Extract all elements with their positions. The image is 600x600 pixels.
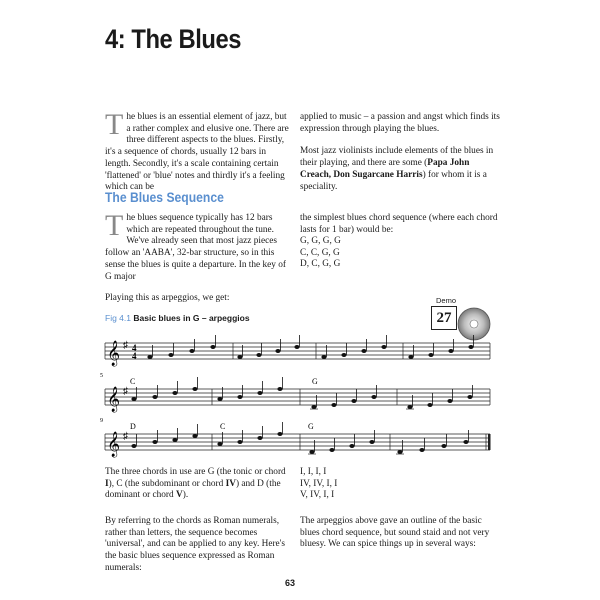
staff-system-1 bbox=[105, 335, 490, 366]
key-signature-sharp: ♯ bbox=[123, 431, 128, 442]
page-number: 63 bbox=[285, 578, 296, 588]
sequence-left-paragraph bbox=[105, 209, 290, 283]
treble-clef-icon: 𝄞 bbox=[107, 340, 121, 365]
staff-system-2 bbox=[100, 373, 490, 412]
intro-right-p2: Most jazz violinists include elements of the blues in their playing, and there are some (Papa John Creach, Don Sugarcane Harris) for whom it is a speciality. bbox=[300, 146, 494, 192]
chord-line: D, C, G, G bbox=[300, 259, 341, 270]
roman-line: IV, IV, I, I bbox=[300, 478, 338, 489]
staff-system-3 bbox=[100, 418, 491, 457]
time-signature-top: 4 bbox=[132, 343, 137, 353]
demo-label: Demo bbox=[436, 296, 457, 305]
chord-symbol: C bbox=[130, 377, 136, 386]
sequence-right-paragraph bbox=[300, 213, 500, 271]
intro-right-p1: applied to music – a passion and angst which finds its expression through playing the blues. bbox=[300, 112, 500, 134]
chord-roles-paragraph: The three chords in use are G (the tonic or chord I), C (the subdominant or chord IV) and D (the dominant or chord V). bbox=[105, 467, 286, 501]
intro-right-paragraph bbox=[300, 112, 500, 193]
chord-symbol: G bbox=[312, 377, 318, 386]
intro-left-paragraph bbox=[105, 108, 290, 194]
roman-line: V, IV, I, I bbox=[300, 490, 335, 500]
roman-line: I, I, I, I bbox=[300, 467, 327, 477]
intro-left-text: he blues is an essential element of jazz, but a rather complex and elusive one. There are three different aspects to the blues. Firstly, it's a sequence of chords, usually 12 bars in length. Secondly, it's a scale containing certain 'flattened' or 'blue' notes and thirdly it's a feeling which can be bbox=[105, 112, 289, 193]
key-signature-sharp: ♯ bbox=[123, 340, 128, 351]
key-signature-sharp: ♯ bbox=[123, 386, 128, 397]
measure-number: 5 bbox=[100, 373, 103, 379]
roman-numeral-lines bbox=[300, 467, 500, 502]
time-signature-bottom: 4 bbox=[132, 351, 137, 361]
arpeggio-intro: Playing this as arpeggios, we get: bbox=[105, 293, 230, 303]
figure-number: Fig 4.1 bbox=[105, 313, 131, 323]
sequence-left-text: he blues sequence typically has 12 bars which are repeated throughout the tune. We've already seen that most jazz pieces follow an 'AABA', 32-bar structure, so in this sense the blues is quite a departure. In the key of G major bbox=[105, 213, 286, 282]
closing-right-paragraph: The arpeggios above gave an outline of the basic blues chord sequence, but sound staid and not very bluesy. We can spice things up in several ways: bbox=[300, 516, 490, 550]
section-heading: The Blues Sequence bbox=[105, 190, 224, 205]
chord-line: C, C, G, G bbox=[300, 247, 340, 258]
demo-track-number: 27 bbox=[431, 306, 457, 330]
chord-sequence-lines bbox=[300, 236, 500, 271]
figure-title: Basic blues in G – arpeggios bbox=[133, 313, 250, 323]
final-barline bbox=[488, 434, 491, 450]
chord-symbol: D bbox=[130, 422, 136, 431]
treble-clef-icon: 𝄞 bbox=[107, 386, 121, 411]
treble-clef-icon: 𝄞 bbox=[107, 431, 121, 456]
violinist-names: Papa John Creach, Don Sugarcane Harris bbox=[300, 158, 470, 180]
chord-symbol: G bbox=[308, 422, 314, 431]
dropcap: T bbox=[105, 108, 124, 141]
dropcap: T bbox=[105, 209, 124, 242]
closing-left-paragraph: By referring to the chords as Roman numerals, rather than letters, the sequence becomes 'universal', and can be applied to any key. Here's the basic blues sequence expressed as Roman numerals: bbox=[105, 516, 285, 573]
chord-symbol: C bbox=[220, 422, 226, 431]
figure-label bbox=[105, 313, 250, 323]
chord-line: G, G, G, G bbox=[300, 236, 341, 247]
sheet-music bbox=[100, 325, 500, 470]
measure-number: 9 bbox=[100, 418, 103, 424]
sequence-right-intro: the simplest blues chord sequence (where each chord lasts for 1 bar) would be: bbox=[300, 213, 498, 235]
chapter-title: 4: The Blues bbox=[105, 24, 242, 54]
